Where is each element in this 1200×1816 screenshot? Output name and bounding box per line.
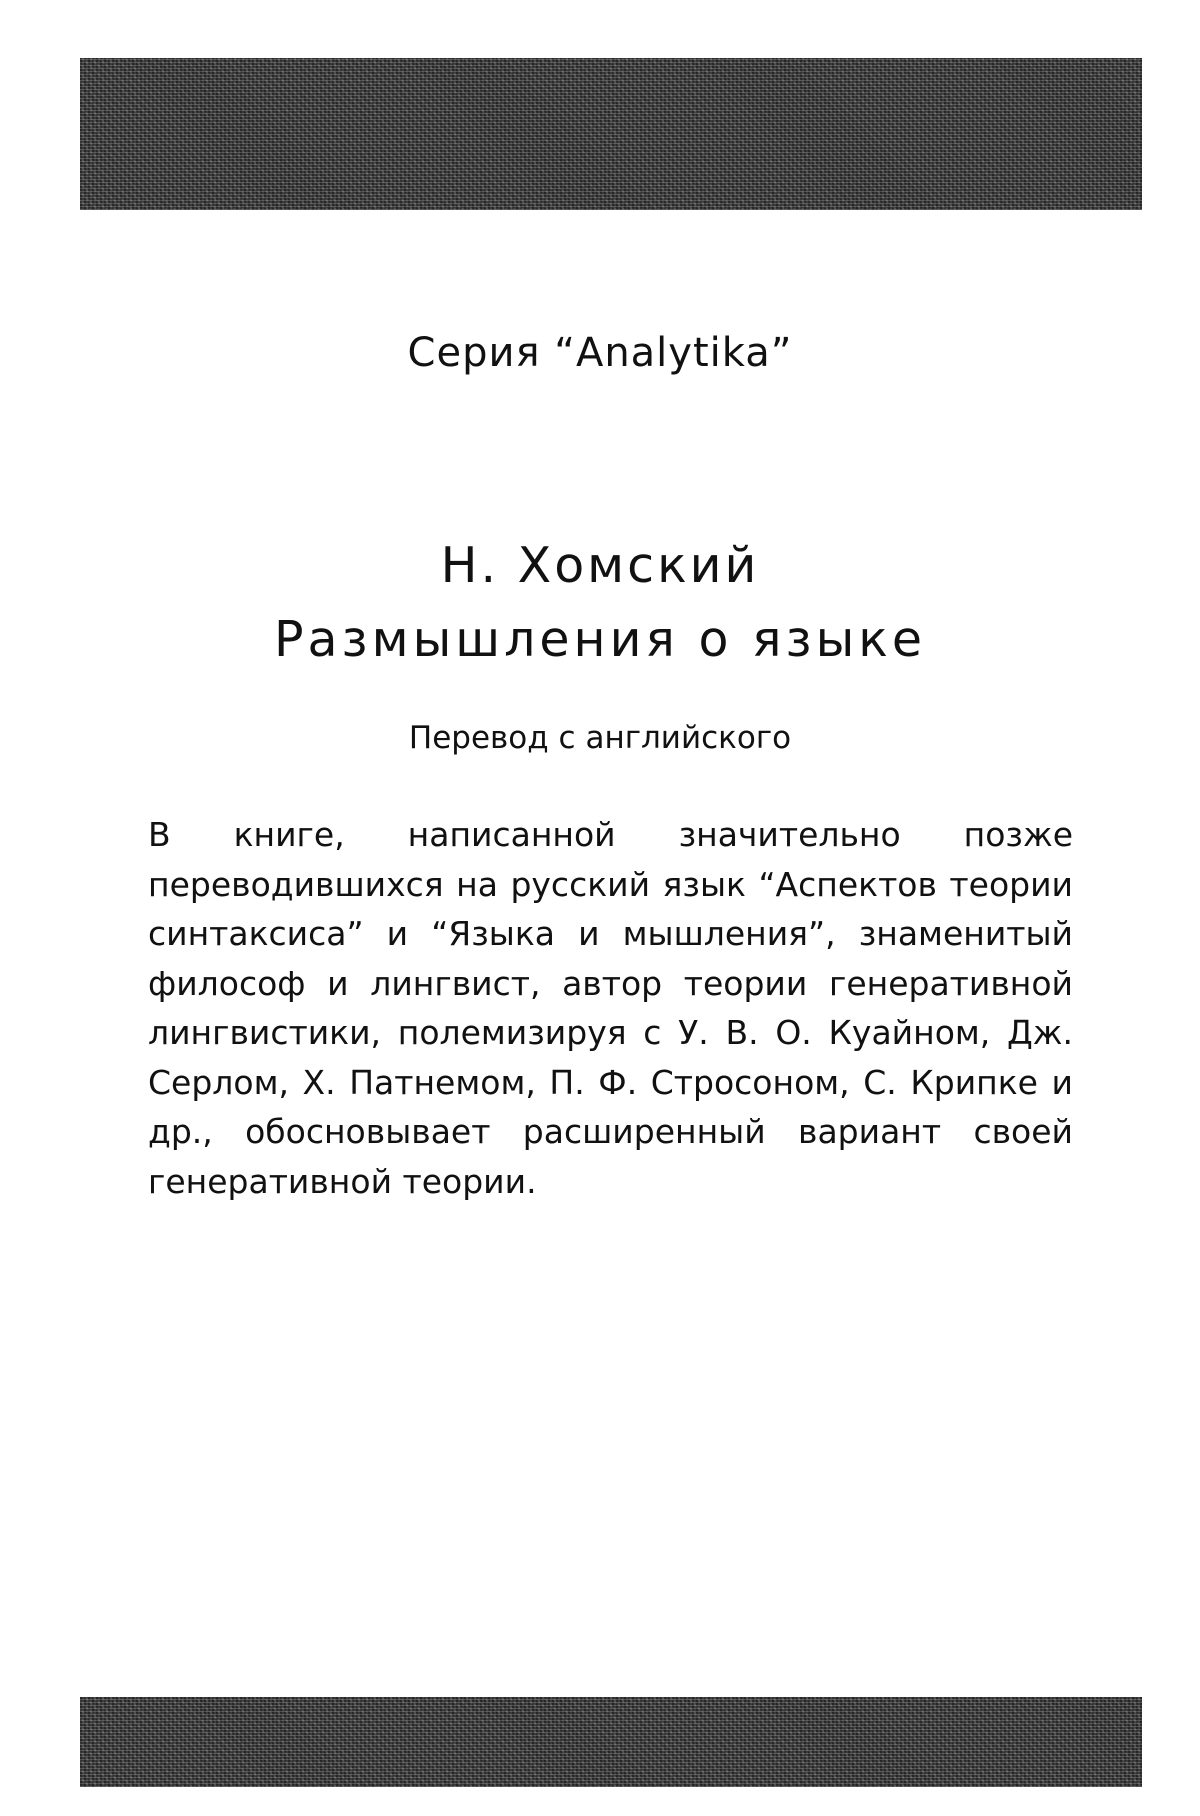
- book-title: Размышления о языке: [273, 611, 927, 668]
- author-name: Н. Хомский: [440, 537, 760, 594]
- book-description: В книге, написанной значительно позже переводившихся на русский язык “Аспектов теории синтаксиса” и “Языка и мышления”, знаменитый философ и лингвист, автор теории генеративной лингвистики, полемизируя с У. В. О. Куайном, Дж. Серлом, Х. Патнемом, П. Ф. Стросоном, С. Крипке и др., обосновывает расширенный вариант своей генеративной теории.: [148, 815, 1073, 1201]
- top-decorative-band: [80, 58, 1142, 210]
- translation-note: Перевод с английского: [408, 720, 792, 756]
- bottom-decorative-band: [80, 1697, 1142, 1787]
- series-name: Серия “Analytika”: [407, 330, 793, 376]
